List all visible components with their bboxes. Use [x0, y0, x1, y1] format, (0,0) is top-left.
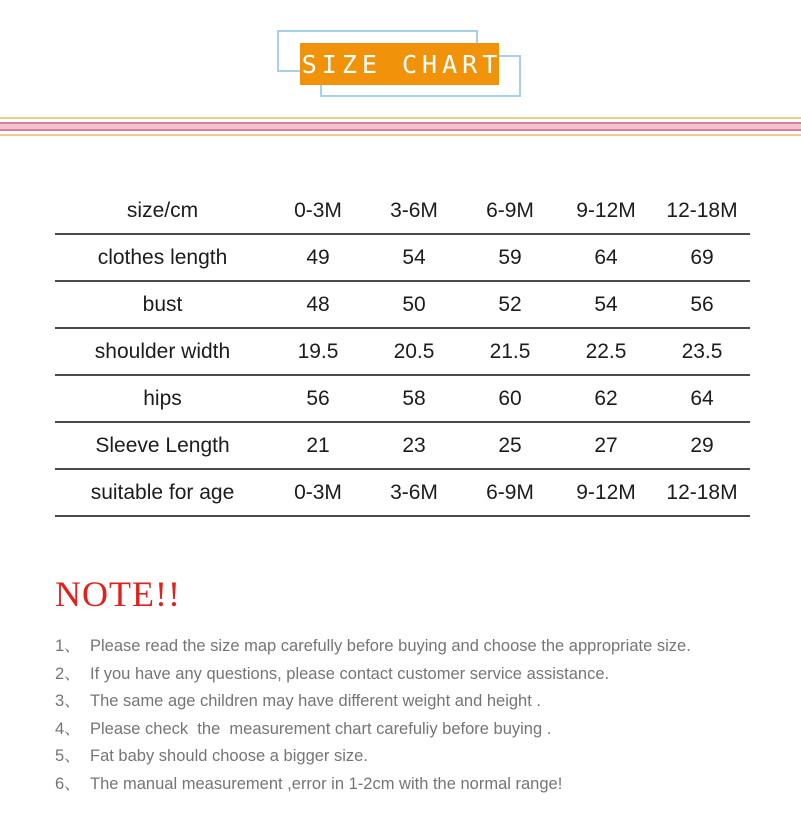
row-label-cell: Sleeve Length [95, 433, 230, 457]
note-number: 1、 [55, 637, 81, 655]
note-text: The manual measurement ,error in 1-2cm with the normal range! [90, 774, 563, 793]
value-cell: 60 [498, 386, 522, 410]
value-cell: 0-3M [294, 480, 342, 504]
size-chart-title: SIZE CHART [301, 49, 503, 79]
note-text: If you have any questions, please contact customer service assistance. [90, 664, 610, 683]
value-cell: 25 [498, 433, 522, 457]
header-cell-label: size/cm [126, 198, 199, 222]
value-cell: 56 [306, 386, 330, 410]
header-cell: 9-12M [576, 198, 636, 222]
value-cell: 21.5 [489, 339, 531, 363]
note-item [55, 771, 755, 799]
value-cell: 12-18M [666, 480, 738, 504]
note-number: 3、 [55, 692, 81, 710]
value-cell: 64 [690, 386, 714, 410]
size-chart-header [0, 0, 801, 117]
value-cell: 20.5 [393, 339, 435, 363]
value-cell: 52 [498, 292, 522, 316]
value-cell: 62 [594, 386, 618, 410]
note-number: 4、 [55, 719, 81, 738]
value-cell: 50 [402, 292, 426, 316]
note-item [55, 716, 755, 744]
note-number: 2、 [55, 664, 81, 683]
striped-divider [0, 117, 801, 136]
size-table [55, 188, 750, 517]
row-label-cell: clothes length [97, 245, 228, 269]
row-label-cell: bust [142, 292, 183, 316]
header-cell: 12-18M [666, 198, 738, 222]
value-cell: 23 [402, 433, 426, 457]
value-cell: 6-9M [486, 480, 534, 504]
note-text: Fat baby should choose a bigger size. [90, 747, 368, 765]
value-cell: 69 [690, 245, 714, 269]
value-cell: 48 [306, 292, 330, 316]
note-number: 6、 [55, 774, 81, 793]
table-header-row [55, 188, 750, 235]
row-label-cell: suitable for age [90, 480, 235, 504]
row-label-cell: hips [143, 386, 182, 410]
note-text: Please read the size map carefully before buying and choose the appropriate size. [90, 637, 691, 655]
note-number: 5、 [55, 747, 81, 765]
note-title: NOTE!! [55, 574, 181, 614]
value-cell: 21 [306, 433, 330, 457]
header-cell: 6-9M [486, 198, 534, 222]
value-cell: 19.5 [297, 339, 339, 363]
divider-tan-line-bottom [0, 134, 801, 136]
value-cell: 3-6M [390, 480, 438, 504]
value-cell: 56 [690, 292, 714, 316]
value-cell: 27 [594, 433, 618, 457]
table-row [55, 376, 750, 423]
value-cell: 58 [402, 386, 426, 410]
note-item [55, 661, 755, 689]
note-list [55, 633, 755, 798]
size-chart-banner [300, 43, 503, 85]
note-item [55, 743, 755, 771]
note-text: The same age children may have different weight and height . [90, 692, 541, 710]
value-cell: 22.5 [585, 339, 627, 363]
table-row [55, 423, 750, 470]
value-cell: 64 [594, 245, 618, 269]
value-cell: 29 [690, 433, 714, 457]
value-cell: 54 [594, 292, 618, 316]
note-item [55, 688, 755, 716]
note-item [55, 633, 755, 661]
header-cell: 3-6M [390, 198, 438, 222]
value-cell: 59 [498, 245, 522, 269]
note-section [55, 573, 755, 798]
table-row [55, 235, 750, 282]
table-row [55, 282, 750, 329]
header-cell: 0-3M [294, 198, 342, 222]
value-cell: 9-12M [576, 480, 636, 504]
value-cell: 49 [306, 245, 330, 269]
table-row [55, 470, 750, 517]
value-cell: 23.5 [681, 339, 723, 363]
note-text: Please check the measurement chart carefuliy before buying . [90, 719, 552, 738]
value-cell: 54 [402, 245, 426, 269]
row-label-cell: shoulder width [94, 339, 231, 363]
divider-pink-band [0, 122, 801, 131]
table-row [55, 329, 750, 376]
